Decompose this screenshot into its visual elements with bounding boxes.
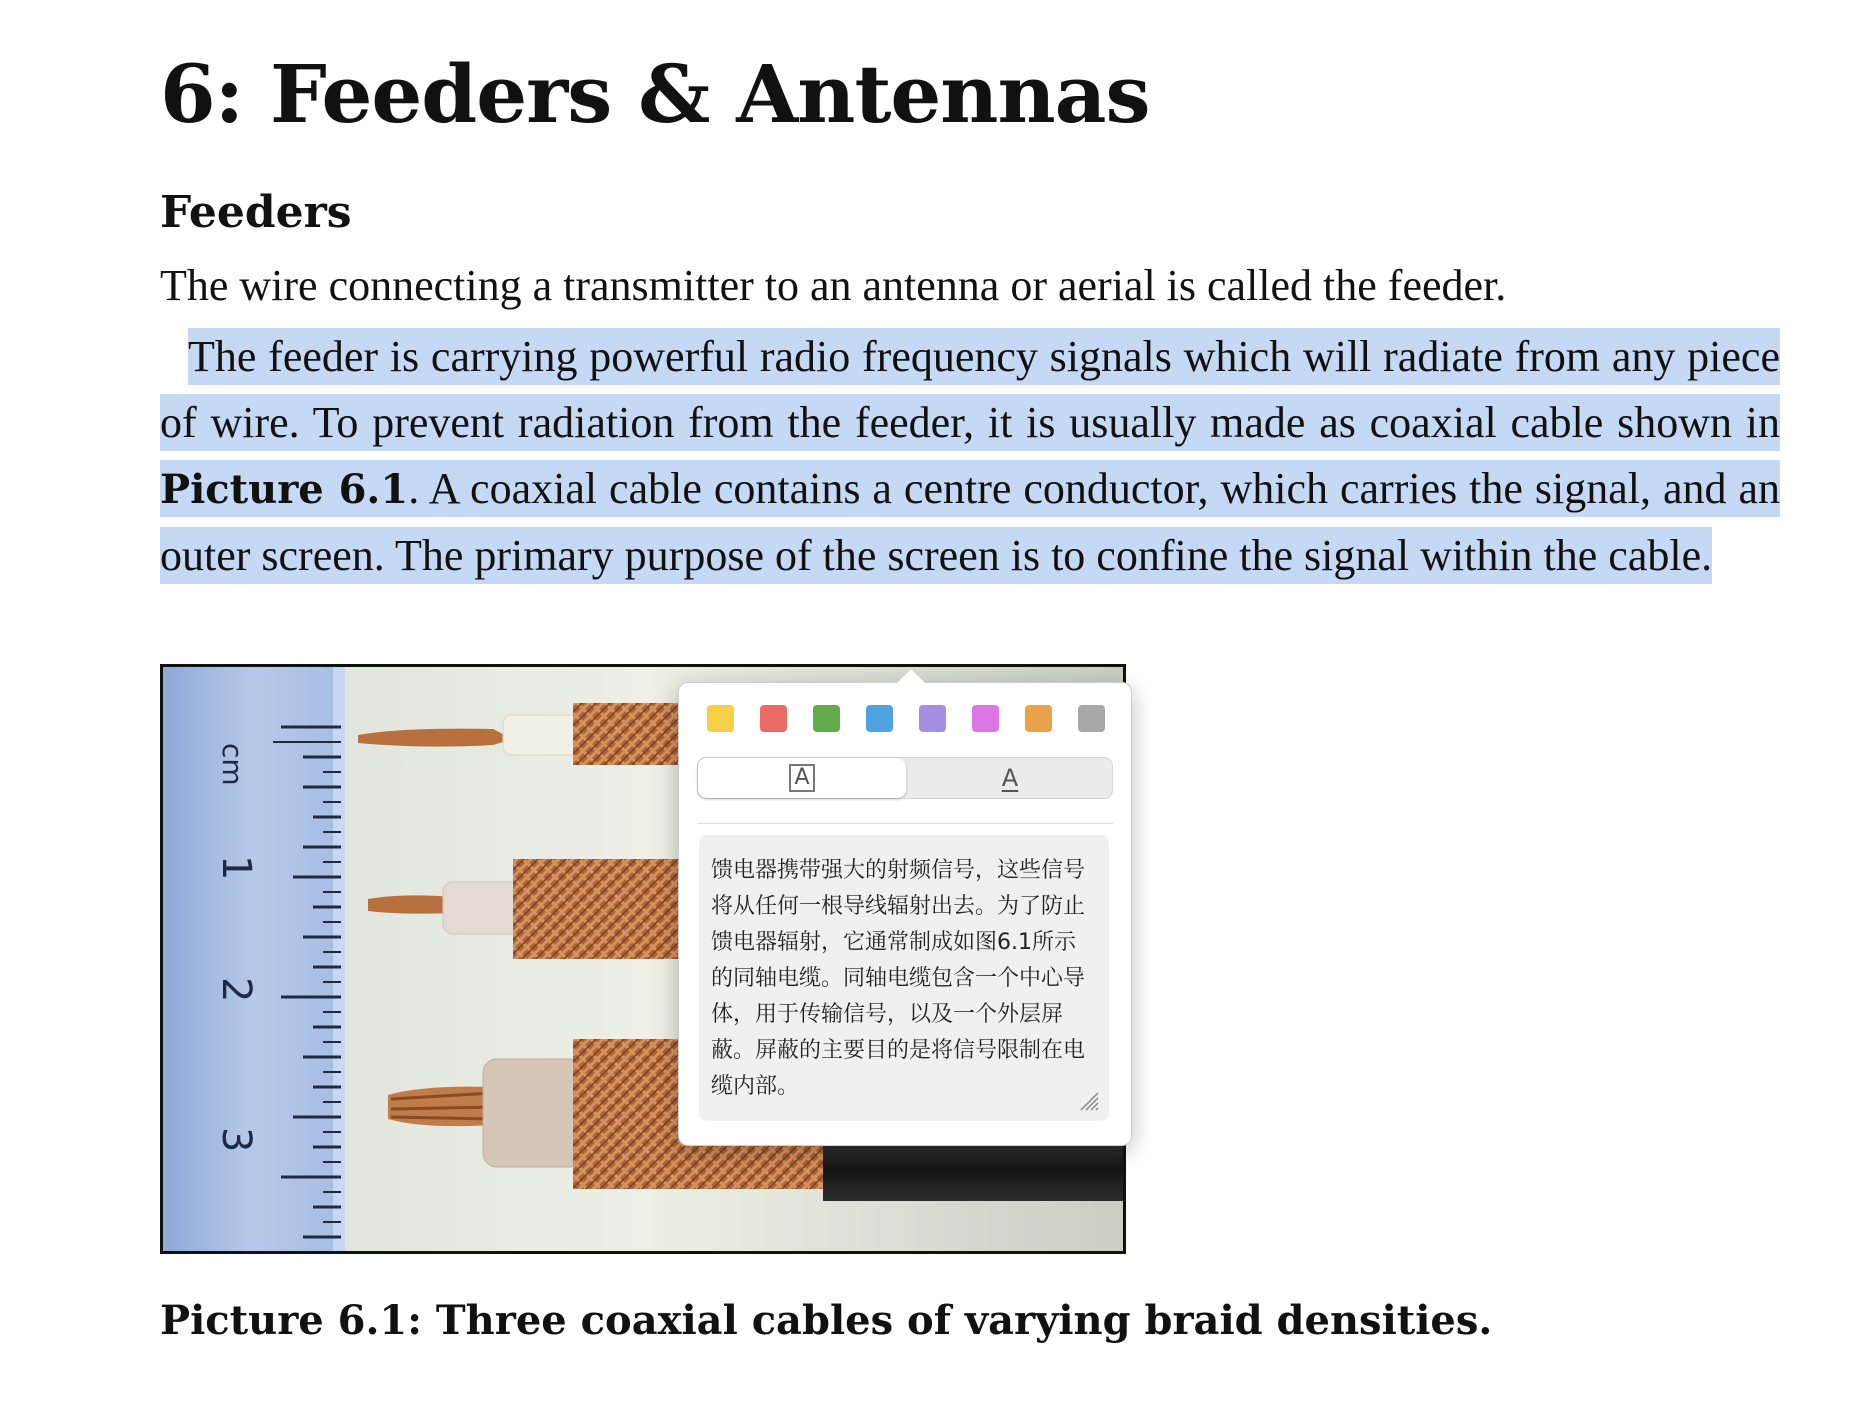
popover-arrow: [897, 669, 925, 683]
ruler-unit-label: cm: [216, 743, 249, 786]
swatch-blue[interactable]: [866, 705, 893, 732]
underline-style-button[interactable]: [906, 758, 1114, 798]
swatch-gray[interactable]: [1078, 705, 1105, 732]
ruler-number-3: 3: [213, 1127, 259, 1153]
highlight-style-segmented-control: [697, 757, 1113, 799]
swatch-purple[interactable]: [919, 705, 946, 732]
highlight-style-button[interactable]: [698, 758, 906, 798]
underlined-a-icon: A: [1001, 764, 1019, 792]
figure-caption: Picture 6.1: Three coaxial cables of varying braid densities.: [160, 1297, 1493, 1344]
swatch-green[interactable]: [813, 705, 840, 732]
ruler-number-1: 1: [213, 855, 259, 881]
paragraph-text-start: The feeder is carrying powerful radio frequency signals which will radiate from any piece of wire. To prevent radiation from the feeder, it is usually made as coaxial cable shown in: [160, 332, 1780, 447]
swatch-yellow[interactable]: [707, 705, 734, 732]
boxed-a-icon: A: [789, 764, 814, 792]
picture-reference: Picture 6.1: [160, 466, 409, 513]
color-swatch-row: [707, 705, 1105, 732]
swatch-pink[interactable]: [972, 705, 999, 732]
selection-highlight[interactable]: [160, 328, 1780, 584]
popover-divider: [697, 823, 1113, 824]
resize-handle-icon[interactable]: [1077, 1089, 1099, 1111]
ruler-number-2: 2: [213, 977, 259, 1003]
highlight-popover: [678, 682, 1132, 1146]
section-heading: Feeders: [160, 187, 352, 238]
note-text: 馈电器携带强大的射频信号，这些信号将从任何一根导线辐射出去。为了防止馈电器辐射，它通常制成如图6.1所示的同轴电缆。同轴电缆包含一个中心导体，用于传输信号，以及一个外层屏蔽。屏蔽的主要目的是将信号限制在电缆内部。: [711, 858, 1086, 1099]
swatch-orange[interactable]: [1025, 705, 1052, 732]
paragraph-text-end: . A coaxial cable contains a centre conductor, which carries the signal, and an outer screen. The primary purpose of the screen is to confine the signal within the cable.: [160, 464, 1780, 580]
selected-paragraph[interactable]: [160, 324, 1780, 589]
note-text-area[interactable]: [699, 835, 1109, 1121]
chapter-title: 6: Feeders & Antennas: [160, 47, 1150, 141]
intro-paragraph: The wire connecting a transmitter to an antenna or aerial is called the feeder.: [160, 261, 1507, 310]
swatch-red[interactable]: [760, 705, 787, 732]
